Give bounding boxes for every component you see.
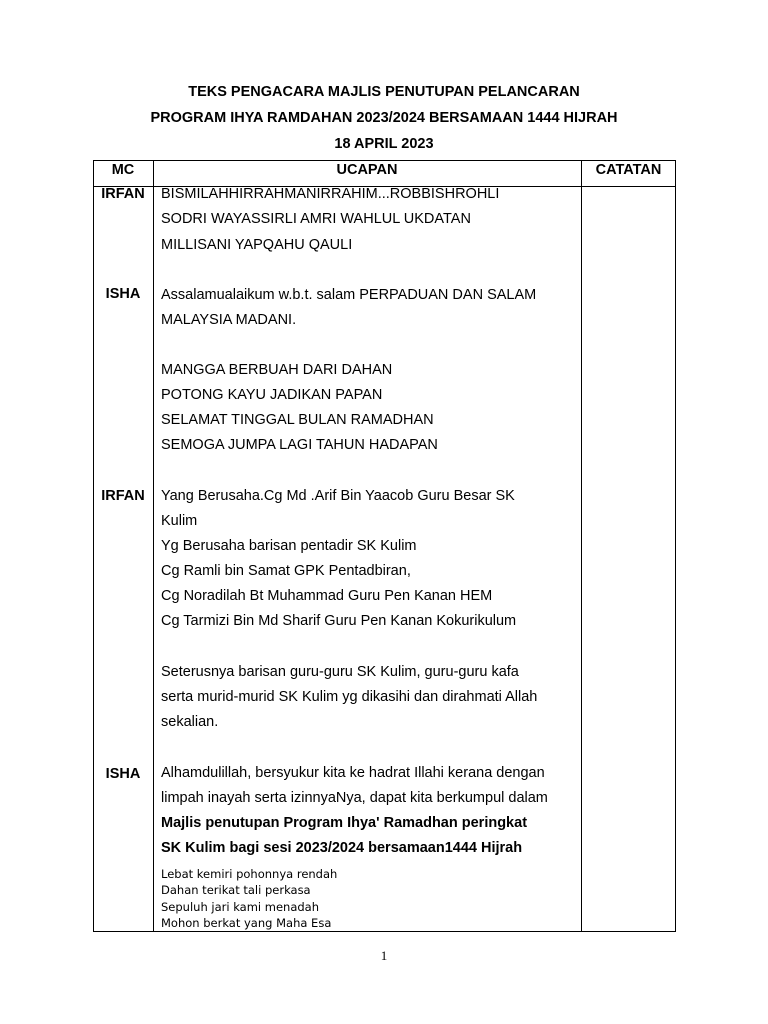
speech-line: BISMILAHHIRRAHMANIRRAHIM...ROBBISHROHLI: [161, 186, 500, 202]
speaker-isha: ISHA: [105, 766, 141, 782]
title-line-2: PROGRAM IHYA RAMDAHAN 2023/2024 BERSAMAAN 1444 HIJRAH: [150, 110, 618, 126]
speech-line: Kulim: [161, 513, 198, 529]
pantun-line: SELAMAT TINGGAL BULAN RAMADHAN: [161, 412, 434, 428]
header-catatan: CATATAN: [595, 162, 662, 178]
speech-line: Yang Berusaha.Cg Md .Arif Bin Yaacob Guru Besar SK: [161, 488, 515, 504]
speech-line: MILLISANI YAPQAHU QAULI: [161, 237, 353, 253]
header-mc: MC: [111, 162, 135, 178]
speech-line-bold: Majlis penutupan Program Ihya' Ramadhan peringkat: [161, 815, 528, 831]
column-divider-mc: [153, 160, 154, 932]
pantun-line: POTONG KAYU JADIKAN PAPAN: [161, 387, 383, 403]
speech-line: MALAYSIA MADANI.: [161, 312, 297, 328]
speech-line: sekalian.: [161, 714, 219, 730]
speech-line-bold: SK Kulim bagi sesi 2023/2024 bersamaan1444 Hijrah: [161, 840, 523, 856]
title-date: 18 APRIL 2023: [334, 136, 434, 152]
pantun-line: Lebat kemiri pohonnya rendah: [161, 867, 338, 881]
column-divider-catatan: [581, 160, 582, 932]
pantun-line: Mohon berkat yang Maha Esa: [161, 916, 332, 930]
speech-line: Cg Ramli bin Samat GPK Pentadbiran,: [161, 563, 411, 579]
header-ucapan: UCAPAN: [336, 162, 398, 178]
pantun-line: Dahan terikat tali perkasa: [161, 883, 311, 897]
speech-line: Cg Tarmizi Bin Md Sharif Guru Pen Kanan Kokurikulum: [161, 613, 517, 629]
speaker-irfan: IRFAN: [101, 488, 145, 504]
speech-line: Yg Berusaha barisan pentadir SK Kulim: [161, 538, 417, 554]
speaker-isha: ISHA: [105, 286, 141, 302]
speaker-irfan: IRFAN: [101, 186, 145, 202]
speech-line: Alhamdulillah, bersyukur kita ke hadrat Illahi kerana dengan: [161, 765, 545, 781]
page-number: 1: [380, 948, 388, 963]
speech-line: Seterusnya barisan guru-guru SK Kulim, guru-guru kafa: [161, 664, 519, 680]
speech-line: SODRI WAYASSIRLI AMRI WAHLUL UKDATAN: [161, 211, 471, 227]
pantun-line: Sepuluh jari kami menadah: [161, 900, 320, 914]
speech-line: limpah inayah serta izinnyaNya, dapat kita berkumpul dalam: [161, 790, 548, 806]
speech-line: serta murid-murid SK Kulim yg dikasihi dan dirahmati Allah: [161, 689, 538, 705]
pantun-line: SEMOGA JUMPA LAGI TAHUN HADAPAN: [161, 437, 438, 453]
title-line-1: TEKS PENGACARA MAJLIS PENUTUPAN PELANCARAN: [188, 84, 580, 100]
pantun-line: MANGGA BERBUAH DARI DAHAN: [161, 362, 393, 378]
speech-line: Cg Noradilah Bt Muhammad Guru Pen Kanan HEM: [161, 588, 493, 604]
speech-line: Assalamualaikum w.b.t. salam PERPADUAN DAN SALAM: [161, 287, 537, 303]
